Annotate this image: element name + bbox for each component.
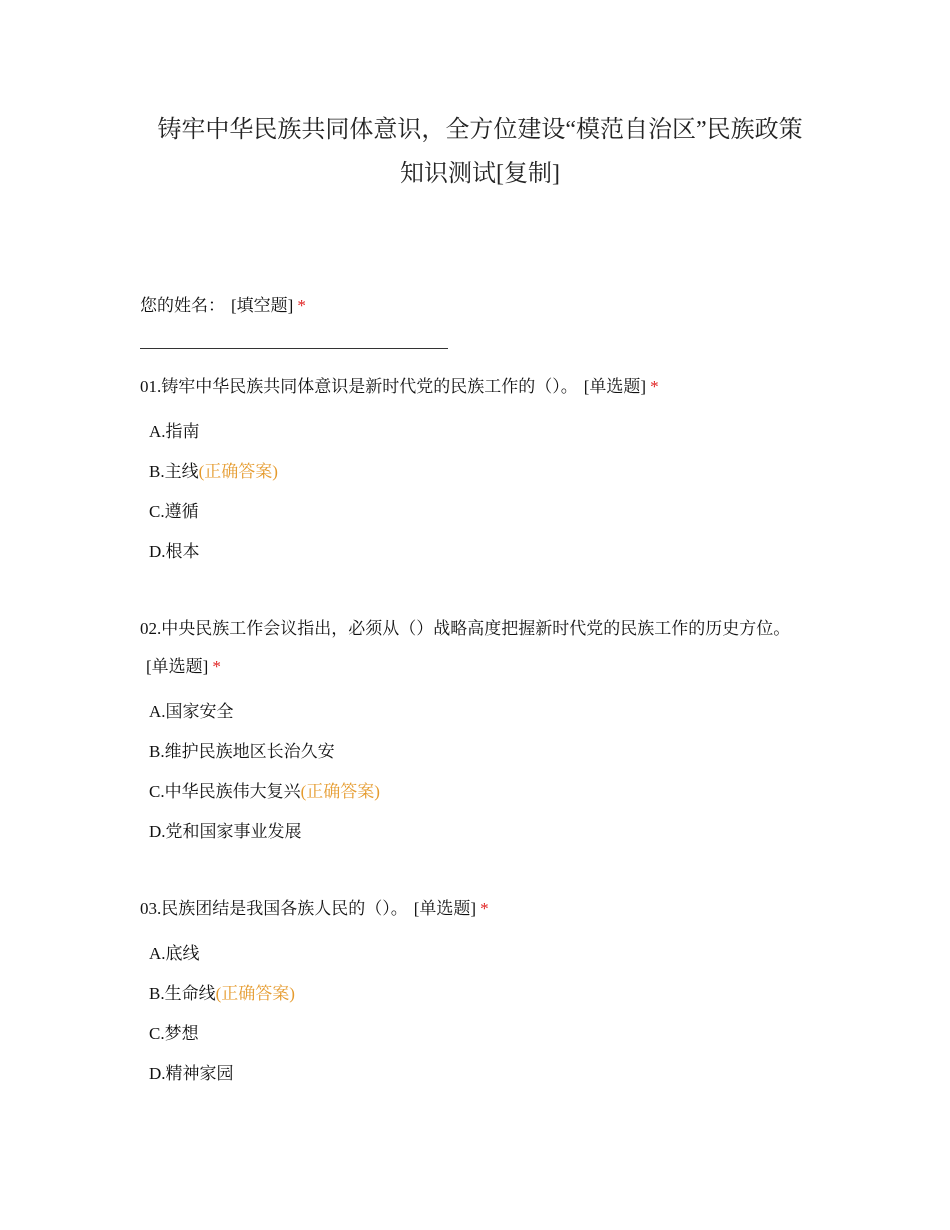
- option-list: [140, 934, 810, 1094]
- question-01: [140, 368, 810, 572]
- option-c[interactable]: [140, 492, 810, 532]
- question-label: 03.民族团结是我国各族人民的（）。: [140, 899, 408, 918]
- required-mark: *: [480, 899, 489, 918]
- option-a[interactable]: [140, 692, 810, 732]
- question-type-badge: [单选题]: [583, 377, 647, 396]
- option-list: [140, 692, 810, 852]
- page-title: 铸牢中华民族共同体意识，全方位建设“模范自治区”民族政策知识测试[复制]: [157, 117, 803, 187]
- question-03: [140, 890, 810, 1094]
- question-text: [140, 610, 810, 686]
- question-text: [140, 890, 810, 928]
- option-label: B.主线: [149, 462, 199, 481]
- name-answer-blank[interactable]: [140, 348, 448, 349]
- question-02: [140, 610, 810, 852]
- option-b[interactable]: [140, 452, 810, 492]
- option-label: B.维护民族地区长治久安: [149, 742, 335, 761]
- option-label: C.遵循: [149, 502, 199, 521]
- question-type-badge: [填空题]: [231, 296, 294, 315]
- option-label: D.精神家园: [149, 1064, 234, 1083]
- option-label: A.指南: [149, 422, 200, 441]
- question-name: [140, 287, 810, 325]
- option-d[interactable]: [140, 812, 810, 852]
- option-b[interactable]: [140, 974, 810, 1014]
- option-c[interactable]: [140, 772, 810, 812]
- option-label: D.党和国家事业发展: [149, 822, 302, 841]
- question-label: 您的姓名：: [140, 296, 225, 315]
- option-b[interactable]: [140, 732, 810, 772]
- option-label: B.生命线: [149, 984, 216, 1003]
- question-name-text: [140, 287, 810, 325]
- option-d[interactable]: [140, 1054, 810, 1094]
- option-a[interactable]: [140, 412, 810, 452]
- question-type-badge: [单选题]: [413, 899, 477, 918]
- option-label: D.根本: [149, 542, 200, 561]
- question-text: [140, 368, 810, 406]
- required-mark: *: [212, 657, 221, 676]
- option-c[interactable]: [140, 1014, 810, 1054]
- required-mark: *: [650, 377, 659, 396]
- option-d[interactable]: [140, 532, 810, 572]
- option-label: C.梦想: [149, 1024, 199, 1043]
- question-type-badge: [单选题]: [146, 657, 209, 676]
- correct-answer-tag: (正确答案): [215, 984, 295, 1003]
- question-label: 02.中央民族工作会议指出，必须从（）战略高度把握新时代党的民族工作的历史方位。: [140, 619, 791, 638]
- option-label: A.国家安全: [149, 702, 234, 721]
- option-a[interactable]: [140, 934, 810, 974]
- option-label: A.底线: [149, 944, 200, 963]
- option-label: C.中华民族伟大复兴: [149, 782, 301, 801]
- question-label: 01.铸牢中华民族共同体意识是新时代党的民族工作的（）。: [140, 377, 578, 396]
- required-mark: *: [297, 296, 306, 315]
- correct-answer-tag: (正确答案): [198, 462, 278, 481]
- option-list: [140, 412, 810, 572]
- correct-answer-tag: (正确答案): [300, 782, 380, 801]
